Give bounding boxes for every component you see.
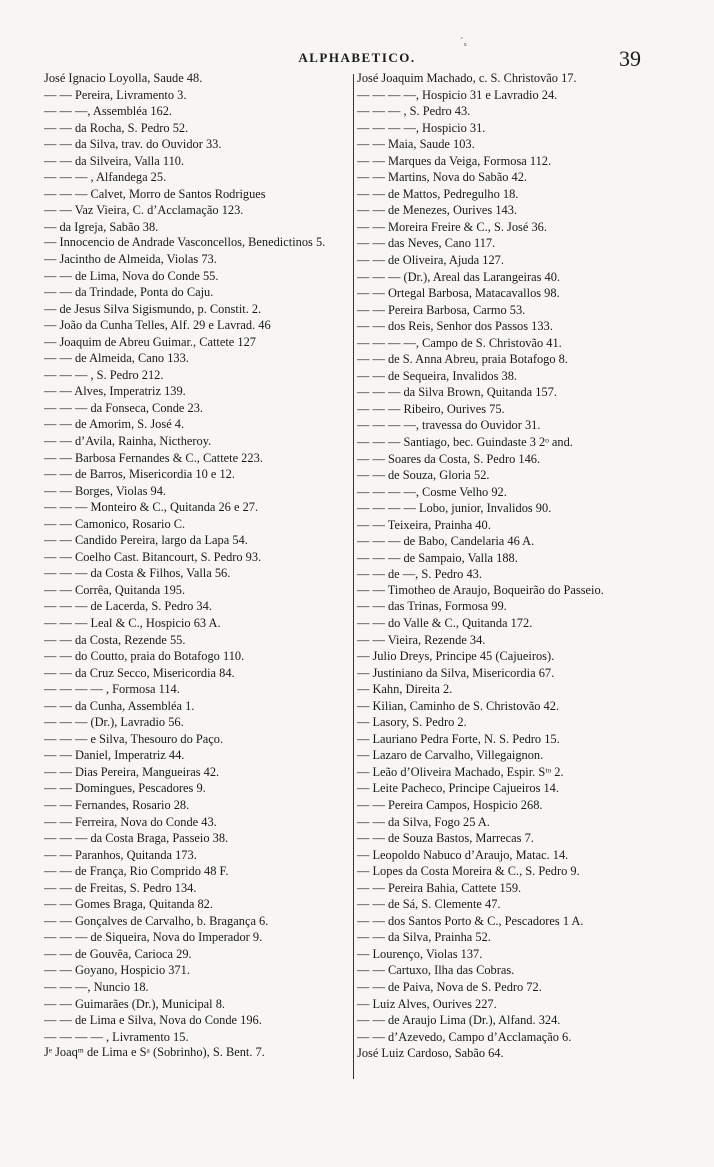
directory-entry: — — Candido Pereira, largo da Lapa 54. [44, 533, 248, 548]
directory-entry: — — — —, Campo de S. Christovão 41. [357, 335, 562, 350]
directory-entry: — — do Coutto, praia do Botafogo 110. [44, 649, 245, 664]
directory-entry: — — de Paiva, Nova de S. Pedro 72. [357, 980, 542, 995]
directory-entry: — — Coelho Cast. Bitancourt, S. Pedro 93. [44, 549, 262, 564]
directory-entry: — — de —, S. Pedro 43. [357, 567, 482, 582]
directory-entry: — — —, Nuncio 18. [44, 980, 149, 995]
directory-entry: — — de Barros, Misericordia 10 e 12. [44, 467, 235, 482]
directory-entry: — Jacintho de Almeida, Violas 73. [44, 251, 217, 266]
directory-entry: — — d’Azevedo, Campo d’Acclamação 6. [357, 1029, 572, 1044]
directory-entry: — — Borges, Violas 94. [44, 483, 167, 498]
directory-entry: — Lourenço, Violas 137. [357, 946, 483, 961]
directory-entry: — — do Valle & C., Quitanda 172. [357, 616, 533, 630]
directory-entry: — Justiniano da Silva, Misericordia 67. [357, 665, 555, 680]
directory-entry: — — — de Babo, Candelaria 46 A. [357, 534, 535, 549]
directory-entry: — — Moreira Freire & C., S. José 36. [357, 219, 547, 234]
directory-entry: — Lasory, S. Pedro 2. [357, 715, 467, 730]
directory-entry: — de Jesus Silva Sigismundo, p. Constit. 2. [44, 301, 262, 316]
directory-entry: — — da Silva, trav. do Ouvidor 33. [44, 137, 222, 152]
directory-entry: — — — , S. Pedro 212. [44, 367, 164, 382]
directory-entry: — Leopoldo Nabuco d’Araujo, Matac. 14. [357, 847, 569, 862]
directory-entry: — — Vaz Vieira, C. d’Acclamação 123. [44, 203, 244, 218]
directory-entry: — — — e Silva, Thesouro do Paço. [44, 731, 224, 746]
directory-entry: — — Pereira, Livramento 3. [44, 87, 187, 102]
page-title: ALPHABETICO. [298, 50, 416, 65]
directory-entry: — — de Almeida, Cano 133. [44, 351, 189, 366]
directory-entry: — Kahn, Direita 2. [357, 682, 453, 697]
directory-entry: — Innocencio de Andrade Vasconcellos, Benedictinos 5. [44, 235, 326, 250]
directory-entry: — — de Lima e Silva, Nova do Conde 196. [44, 1013, 262, 1028]
directory-entry: José Joaquim Machado, c. S. Christovão 17. [357, 71, 577, 85]
directory-entry: — — de Oliveira, Ajuda 127. [357, 253, 504, 268]
directory-entry: — — — — , Livramento 15. [44, 1029, 189, 1044]
directory-entry: — — Soares da Costa, S. Pedro 146. [357, 451, 541, 466]
directory-entry: — — — , Alfandega 25. [44, 170, 167, 185]
directory-entry: — Luiz Alves, Ourives 227. [357, 996, 497, 1011]
right-column [357, 70, 641, 1062]
directory-entry: — — Barbosa Fernandes & C., Cattete 223. [44, 450, 263, 465]
directory-entry: — — da Silva, Fogo 25 A. [357, 814, 490, 829]
directory-entry: — — — Ribeiro, Ourives 75. [357, 401, 505, 416]
directory-entry: — Lopes da Costa Moreira & C., S. Pedro 9. [357, 864, 580, 879]
directory-entry: — — de Menezes, Ourives 143. [357, 203, 518, 218]
directory-entry: — — — —, Hospicio 31. [357, 120, 486, 135]
directory-entry: — — Ortegal Barbosa, Matacavallos 98. [357, 286, 560, 301]
directory-entry: — — Vieira, Rezende 34. [357, 632, 486, 647]
directory-entry: — Julio Dreys, Principe 45 (Cajueiros). [357, 649, 555, 664]
directory-entry: — — de Lima, Nova do Conde 55. [44, 268, 219, 283]
directory-entry: — — Dias Pereira, Mangueiras 42. [44, 764, 220, 779]
directory-entry: — — de Sequeira, Invalidos 38. [357, 368, 518, 383]
directory-entry: — — — —, Cosme Velho 92. [357, 484, 507, 499]
directory-entry: Jᵉ Joaqᵐ de Lima e Sᵃ (Sobrinho), S. Bent. 7. [44, 1045, 265, 1060]
directory-entry: — — Pereira Bahia, Cattete 159. [357, 880, 522, 895]
directory-entry: — — d’Avila, Rainha, Nictheroy. [44, 433, 212, 448]
directory-entry: — — Domingues, Pescadores 9. [44, 781, 206, 796]
directory-entry: — João da Cunha Telles, Alf. 29 e Lavrad. 46 [44, 318, 271, 333]
directory-entry: — — —, Assembléa 162. [44, 104, 173, 119]
directory-entry: — — Fernandes, Rosario 28. [44, 798, 190, 813]
directory-entry: — — Gomes Braga, Quitanda 82. [44, 897, 213, 912]
left-column [44, 70, 352, 1061]
directory-entry: — — da Silveira, Valla 110. [44, 153, 185, 168]
directory-entry: — — da Rocha, S. Pedro 52. [44, 120, 189, 135]
directory-entry: — — Marques da Veiga, Formosa 112. [357, 153, 552, 168]
directory-entry: José Luiz Cardoso, Sabão 64. [357, 1046, 504, 1061]
directory-entry: — — de Sá, S. Clemente 47. [357, 897, 501, 912]
directory-entry: — Lazaro de Carvalho, Villegaignon. [357, 748, 544, 763]
directory-entry: — — Pereira Barbosa, Carmo 53. [357, 302, 526, 317]
directory-entry: — — de Freitas, S. Pedro 134. [44, 880, 197, 895]
directory-entry: — Leão d’Oliveira Machado, Espir. Sᵗᵒ 2. [357, 764, 564, 779]
directory-entry: — — Timotheo de Araujo, Boqueirão do Passeio. [357, 582, 604, 597]
directory-entry: — — das Trinas, Formosa 99. [357, 599, 507, 614]
directory-entry: — — da Silva, Prainha 52. [357, 930, 491, 945]
directory-entry: — — — , S. Pedro 43. [357, 104, 471, 119]
directory-entry: — — dos Reis, Senhor dos Passos 133. [357, 319, 553, 334]
directory-entry: — — Ferreira, Nova do Conde 43. [44, 814, 217, 829]
directory-entry: — — Corrêa, Quitanda 195. [44, 582, 186, 597]
directory-entry: — — de S. Anna Abreu, praia Botafogo 8. [357, 352, 568, 367]
directory-entry: — — da Cruz Secco, Misericordia 84. [44, 665, 235, 680]
directory-entry: — — — da Costa Braga, Passeio 38. [44, 831, 229, 846]
directory-entry: — — — da Costa & Filhos, Valla 56. [44, 566, 231, 581]
directory-entry: — — de Araujo Lima (Dr.), Alfand. 324. [357, 1013, 561, 1028]
directory-entry: — — Maia, Saude 103. [357, 137, 475, 152]
directory-entry: — Lauriano Pedra Forte, N. S. Pedro 15. [357, 731, 560, 746]
directory-entry: — — Camonico, Rosario C. [44, 516, 186, 531]
directory-entry: — — das Neves, Cano 117. [357, 236, 496, 251]
directory-entry: — — Teixeira, Prainha 40. [357, 517, 491, 532]
directory-entry: — — — de Lacerda, S. Pedro 34. [44, 599, 212, 614]
directory-entry: — — dos Santos Porto & C., Pescadores 1 A. [357, 913, 584, 928]
directory-entry: — — da Cunha, Assembléa 1. [44, 698, 195, 713]
header-mark: ´ₓ [460, 36, 467, 48]
directory-entry: — — — — , Formosa 114. [44, 682, 180, 697]
directory-entry: — — — (Dr.), Areal das Larangeiras 40. [357, 269, 561, 284]
directory-entry: — — Pereira Campos, Hospicio 268. [357, 798, 543, 813]
directory-entry: — — — Santiago, bec. Guindaste 3 2ᵒ and. [357, 435, 573, 450]
directory-entry: — — — Monteiro & C., Quitanda 26 e 27. [44, 500, 259, 515]
directory-entry: — — — —, Hospicio 31 e Lavradio 24. [357, 87, 558, 102]
directory-entry: — — — da Silva Brown, Quitanda 157. [357, 385, 557, 400]
directory-entry: — — de Souza Bastos, Marrecas 7. [357, 831, 534, 846]
directory-entry: — — de Souza, Gloria 52. [357, 468, 490, 483]
directory-entry: — — — (Dr.), Lavradio 56. [44, 715, 184, 730]
directory-entry: — — Cartuxo, Ilha das Cobras. [357, 963, 515, 978]
directory-entry: — — de Amorim, S. José 4. [44, 417, 185, 432]
directory-entry: — — — Calvet, Morro de Santos Rodrigues [44, 186, 266, 201]
directory-entry: — da Igreja, Sabão 38. [44, 219, 159, 234]
directory-entry: José Ignacio Loyolla, Saude 48. [44, 71, 203, 85]
directory-entry: — Joaquim de Abreu Guimar., Cattete 127 [44, 334, 256, 349]
directory-entry: — — de França, Rio Comprido 48 F. [44, 864, 229, 879]
directory-entry: — Leite Pacheco, Principe Cajueiros 14. [357, 781, 559, 796]
column-divider [353, 74, 354, 1079]
directory-entry: — — Alves, Imperatriz 139. [44, 384, 186, 399]
directory-entry: — — — —, travessa do Ouvidor 31. [357, 418, 541, 433]
directory-entry: — — Guimarães (Dr.), Municipal 8. [44, 996, 226, 1011]
directory-entry: — — da Trindade, Ponta do Caju. [44, 285, 214, 300]
directory-entry: — Kilian, Caminho de S. Christovão 42. [357, 698, 560, 713]
directory-entry: — — de Gouvêa, Carioca 29. [44, 946, 192, 961]
directory-entry: — — — de Sampaio, Valla 188. [357, 550, 518, 565]
directory-entry: — — — da Fonseca, Conde 23. [44, 400, 203, 415]
directory-entry: — — Paranhos, Quitanda 173. [44, 847, 197, 862]
directory-entry: — — de Mattos, Pedregulho 18. [357, 186, 519, 201]
directory-entry: — — Daniel, Imperatriz 44. [44, 748, 185, 763]
page-number: 39 [619, 46, 641, 71]
directory-entry: — — da Costa, Rezende 55. [44, 632, 186, 647]
directory-entry: — — Martins, Nova do Sabão 42. [357, 170, 528, 185]
directory-entry: — — Goyano, Hospicio 371. [44, 963, 190, 978]
directory-entry: — — — Leal & C., Hospicio 63 A. [44, 616, 221, 630]
directory-entry: — — Gonçalves de Carvalho, b. Bragança 6. [44, 913, 269, 928]
directory-entry: — — — de Siqueira, Nova do Imperador 9. [44, 930, 263, 945]
directory-entry: — — — — Lobo, junior, Invalidos 90. [357, 501, 552, 516]
